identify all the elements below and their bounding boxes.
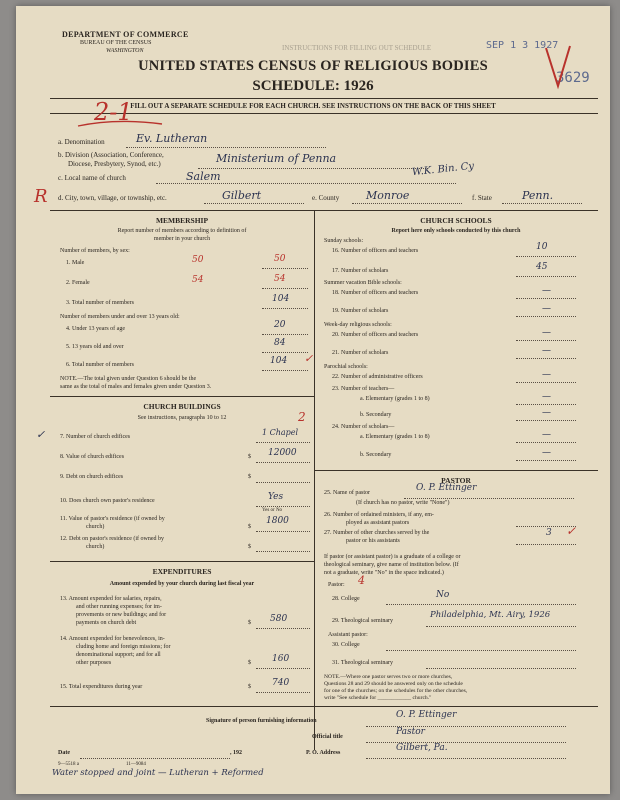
- pastor-heading: PASTOR: [441, 476, 471, 485]
- q13-dollar: $: [248, 620, 251, 626]
- denomination-value: Ev. Lutheran: [136, 132, 208, 145]
- q23-label: 23. Number of teachers—: [332, 386, 395, 392]
- schools-intro: Report here only schools conducted by this church: [391, 228, 521, 234]
- q28-label: 28. College: [332, 596, 360, 602]
- q6-value: 104: [270, 356, 288, 366]
- q28-value: No: [436, 590, 450, 600]
- q22-label: 22. Number of administrative officers: [332, 374, 423, 380]
- pastor-sub-label: Pastor:: [328, 582, 345, 588]
- q12-label-2: church): [86, 544, 105, 550]
- q27-value: 3: [546, 528, 552, 538]
- q6-label: 6. Total number of members: [66, 362, 134, 368]
- q25-value: O. P. Ettinger: [416, 483, 477, 493]
- city-value: Gilbert: [222, 189, 262, 202]
- q2-value: 54: [274, 274, 286, 284]
- assistant-label: Assistant pastor:: [328, 632, 368, 638]
- q17-value: 45: [536, 262, 548, 272]
- expenditures-intro: Amount expended by your church during last fiscal year: [109, 581, 255, 587]
- yes-no-hint: Yes or No: [262, 508, 283, 513]
- q24b-value: —: [542, 448, 551, 458]
- q2-label: 2. Female: [66, 280, 90, 286]
- q11-label-2: church): [86, 524, 105, 530]
- q11-label: 11. Value of pastor's residence (if owned by: [60, 516, 165, 522]
- q7-check-mark: ✓: [36, 428, 46, 441]
- q29-value: Philadelphia, Mt. Airy, 1926: [430, 610, 551, 620]
- q17-label: 17. Number of scholars: [332, 268, 389, 274]
- red-underline-scribble: [76, 116, 166, 132]
- q14-label: 14. Amount expended for benevolences, in-: [60, 636, 165, 642]
- membership-intro: Report number of members according to definition of: [117, 228, 247, 234]
- q22-value: —: [542, 370, 551, 380]
- q24-label: 24. Number of scholars—: [332, 424, 395, 430]
- division-label: b. Division (Association, Conference,: [58, 151, 164, 159]
- q20-value: —: [542, 328, 551, 338]
- q4-label: 4. Under 13 years of age: [66, 326, 125, 332]
- county-value: Monroe: [366, 189, 410, 202]
- q14-label-4: other purposes: [76, 660, 112, 666]
- q14-label-3: denominational support; and for all: [76, 652, 161, 658]
- red-r-mark: R: [34, 186, 48, 207]
- pastor-note: NOTE.—Where one pastor serves two or more churches,: [324, 674, 453, 680]
- q5-label: 5. 13 years old and over: [66, 344, 124, 350]
- signature-value: O. P. Ettinger: [396, 710, 457, 720]
- city-label: d. City, town, village, or township, etc.: [58, 194, 167, 202]
- q18-label: 18. Number of officers and teachers: [332, 290, 419, 296]
- q25-note: (If church has no pastor, write "None"): [356, 500, 450, 506]
- bottom-handwritten-note: Water stopped and joint — Lutheran + Reformed: [52, 768, 264, 778]
- by-sex-label: Number of members, by sex:: [60, 248, 130, 254]
- local-name-note: W.K. Bin. Cy: [411, 160, 475, 179]
- instruction-banner: FILL OUT A SEPARATE SCHEDULE FOR EACH CHURCH. SEE INSTRUCTIONS ON THE BACK OF THIS SHEET: [130, 102, 496, 110]
- county-label: e. County: [312, 194, 340, 202]
- q15-dollar: $: [248, 684, 251, 690]
- q10-label: 10. Does church own pastor's residence: [60, 498, 155, 504]
- q11-dollar: $: [248, 524, 251, 530]
- q13-label-2: and other running expenses; for im-: [76, 604, 162, 610]
- department-label: DEPARTMENT OF COMMERCE: [62, 30, 189, 39]
- q1-label: 1. Male: [66, 260, 85, 266]
- bureau-label: BUREAU OF THE CENSUS: [80, 40, 152, 46]
- q23b-value: —: [542, 408, 551, 418]
- membership-note: NOTE.—The total given under Question 6 should be the: [60, 376, 197, 382]
- q14-value: 160: [272, 654, 290, 664]
- schools-heading: CHURCH SCHOOLS: [420, 216, 492, 225]
- q7-label: 7. Number of church edifices: [60, 434, 131, 440]
- q14-dollar: $: [248, 660, 251, 666]
- grad-note: If pastor (or assistant pastor) is a graduate of a college or: [324, 554, 461, 560]
- q15-label: 15. Total expenditures during year: [60, 684, 143, 690]
- membership-intro-2: member in your church: [153, 236, 211, 242]
- grad-note-3: not a graduate, write "No" in the space indicated.): [324, 570, 444, 576]
- q21-label: 21. Number of scholars: [332, 350, 389, 356]
- po-address-label: P. O. Address: [306, 750, 341, 756]
- q30-label: 30. College: [332, 642, 360, 648]
- q6-red-check: ✓: [304, 352, 314, 365]
- date-label: Date: [58, 750, 70, 756]
- schedule-title: SCHEDULE: 1926: [252, 78, 374, 94]
- q27-label: 27. Number of other churches served by the: [324, 530, 430, 536]
- q7-value: 1 Chapel: [262, 428, 299, 437]
- q20-label: 20. Number of officers and teachers: [332, 332, 419, 338]
- grad-note-2: theological seminary, give name of institution below. (If: [324, 562, 459, 568]
- q5-value: 84: [274, 338, 286, 348]
- q12-dollar: $: [248, 544, 251, 550]
- census-schedule-page: [16, 6, 610, 794]
- q9-dollar: $: [248, 474, 251, 480]
- red-handwritten-mark: 2-1: [94, 98, 133, 126]
- q16-value: 10: [536, 242, 548, 252]
- q12-label: 12. Debt on pastor's residence (if owned by: [60, 536, 165, 542]
- sunday-label: Sunday schools:: [324, 238, 364, 244]
- q10-value: Yes: [268, 492, 284, 502]
- pastor-red-mark: 4: [358, 574, 365, 587]
- parochial-label: Parochial schools:: [324, 364, 368, 370]
- local-name-label: c. Local name of church: [58, 174, 126, 182]
- age-intro: Number of members under and over 13 years old:: [60, 314, 180, 320]
- state-label: f. State: [472, 194, 492, 202]
- q8-label: 8. Value of church edifices: [60, 454, 125, 460]
- q25-label: 25. Name of pastor: [324, 490, 370, 496]
- division-label-2: Diocese, Presbytery, Synod, etc.): [68, 160, 161, 168]
- form-title: UNITED STATES CENSUS OF RELIGIOUS BODIES: [138, 58, 488, 74]
- pastor-note-4: write "See schedule for ____________ church.": [324, 695, 432, 701]
- q31-label: 31. Theological seminary: [332, 660, 394, 666]
- q24b-label: b. Secondary: [360, 452, 392, 458]
- state-value: Penn.: [522, 189, 554, 202]
- q19-value: —: [542, 304, 551, 314]
- q2-pencil: 54: [192, 275, 204, 285]
- date-stamp: SEP 1 3 1927: [486, 40, 559, 51]
- buildings-intro: See instructions, paragraphs 10 to 12: [137, 415, 227, 421]
- q11-value: 1800: [266, 516, 289, 526]
- q26-label-2: ployed as assistant pastors: [346, 520, 410, 526]
- buildings-heading: CHURCH BUILDINGS: [143, 402, 221, 411]
- form-number: 9—5518 a: [58, 762, 79, 767]
- q13-label: 13. Amount expended for salaries, repairs,: [60, 596, 162, 602]
- q3-value: 104: [272, 294, 290, 304]
- q19-label: 19. Number of scholars: [332, 308, 389, 314]
- denomination-label: a. Denomination: [58, 138, 105, 146]
- weekday-label: Week-day religious schools:: [324, 322, 392, 328]
- faint-backside-text: INSTRUCTIONS FOR FILLING OUT SCHEDULE: [282, 44, 432, 52]
- q4-value: 20: [274, 320, 286, 330]
- signature-label: Signature of person furnishing information: [206, 718, 317, 724]
- q13-label-3: provements or new buildings; and for: [76, 612, 167, 618]
- local-name-value: Salem: [186, 170, 221, 183]
- q23a-label: a. Elementary (grades 1 to 8): [360, 396, 430, 402]
- q13-value: 580: [270, 614, 288, 624]
- q18-value: —: [542, 286, 551, 296]
- q24a-label: a. Elementary (grades 1 to 8): [360, 434, 430, 440]
- q15-value: 740: [272, 678, 290, 688]
- q21-value: —: [542, 346, 551, 356]
- q29-label: 29. Theological seminary: [332, 618, 394, 624]
- q13-label-4: payments on church debt: [76, 620, 137, 626]
- q8-value: 12000: [268, 448, 297, 458]
- city-label: WASHINGTON: [106, 48, 144, 54]
- q3-label: 3. Total number of members: [66, 300, 134, 306]
- official-title-label: Official title: [312, 734, 343, 740]
- q26-label: 26. Number of ordained ministers, if any, em-: [324, 512, 434, 518]
- po-address-value: Gilbert, Pa.: [396, 743, 448, 753]
- q27-label-2: pastor or his assistants: [346, 538, 400, 544]
- membership-heading: MEMBERSHIP: [155, 216, 209, 225]
- pastor-note-2: Questions 28 and 29 should be answered only on the schedule: [324, 681, 463, 687]
- q7-red-mark: 2: [298, 410, 306, 424]
- q16-label: 16. Number of officers and teachers: [332, 248, 419, 254]
- pastor-note-3: for one of the churches; on the schedules for the other churches,: [324, 688, 468, 694]
- q14-label-2: cluding home and foreign missions; for: [76, 644, 171, 650]
- q9-label: 9. Debt on church edifices: [60, 474, 124, 480]
- summer-label: Summer vacation Bible schools:: [324, 280, 402, 286]
- form-number-2: 11—9084: [126, 762, 146, 767]
- q24a-value: —: [542, 430, 551, 440]
- schedule-number: 3629: [556, 70, 590, 86]
- expenditures-heading: EXPENDITURES: [152, 567, 212, 576]
- q23b-label: b. Secondary: [360, 412, 392, 418]
- date-year: , 192: [230, 750, 242, 756]
- q8-dollar: $: [248, 454, 251, 460]
- division-value: Ministerium of Penna: [216, 152, 337, 165]
- q23a-value: —: [542, 392, 551, 402]
- official-title-value: Pastor: [396, 727, 425, 737]
- q1-value: 50: [274, 254, 286, 264]
- membership-note-2: same as the total of males and females given under Question 3.: [60, 384, 212, 390]
- q27-red-check: ✓: [566, 524, 577, 538]
- q1-pencil: 50: [192, 255, 204, 265]
